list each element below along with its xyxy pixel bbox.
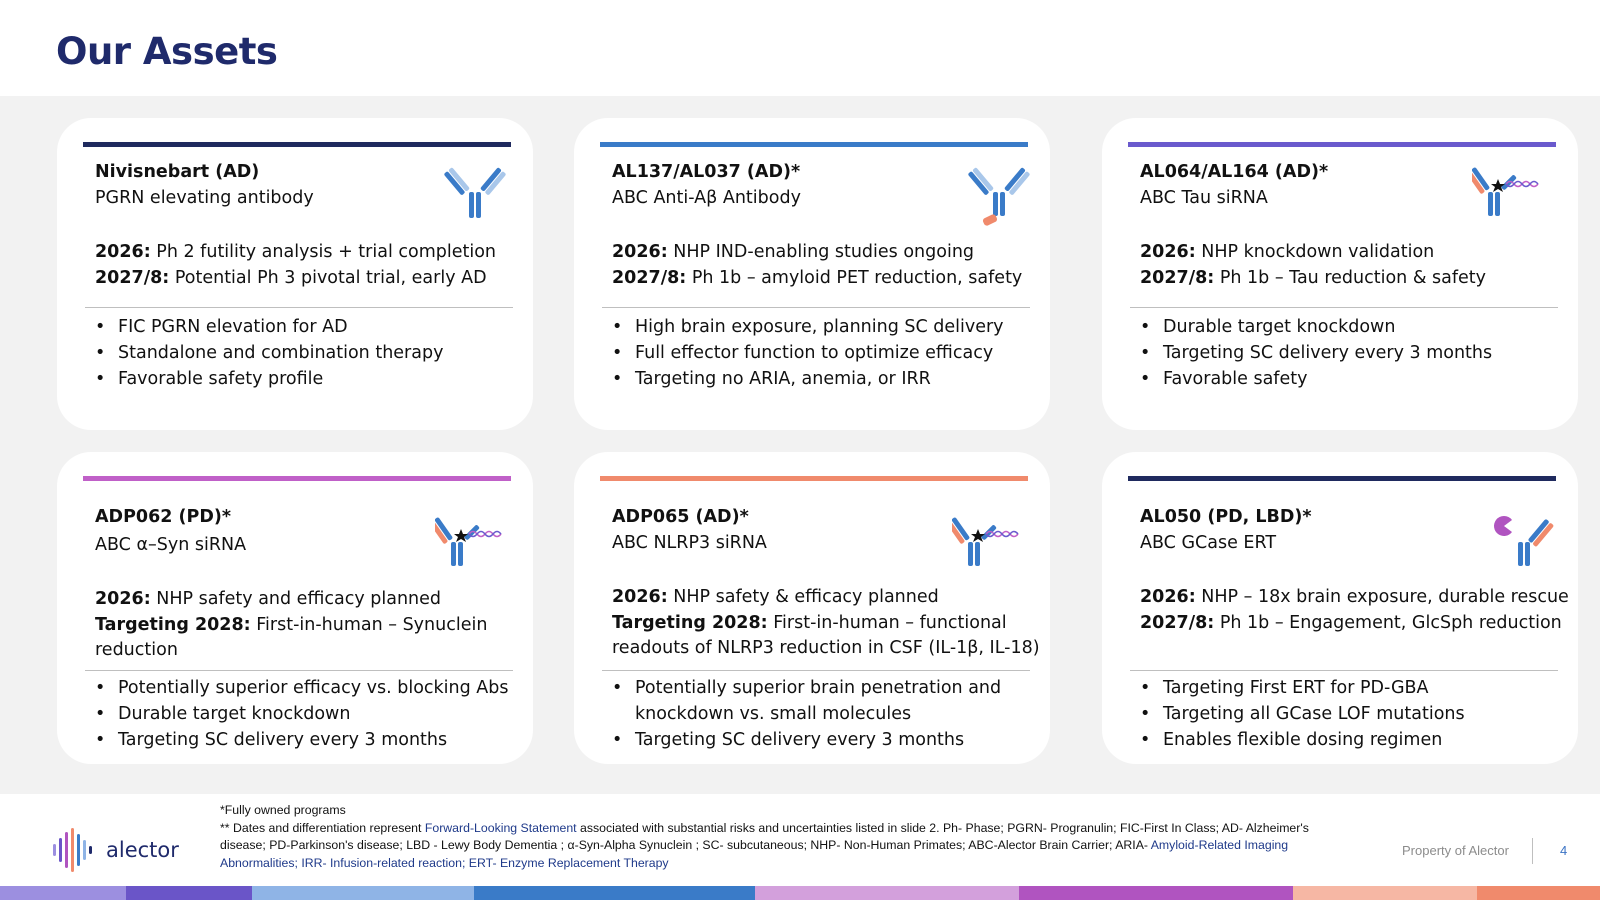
milestone-2026: 2026: NHP knockdown validation [1140,242,1435,262]
page-number: 4 [1560,843,1568,858]
asset-card-adp062 [57,452,533,764]
asset-description: ABC GCase ERT [1140,533,1277,553]
asset-name: AL064/AL164 (AD)* [1140,162,1329,182]
asset-description: ABC NLRP3 siRNA [612,533,767,553]
color-band [0,886,1600,900]
milestone-2026: 2026: Ph 2 futility analysis + trial completion [95,242,497,262]
differentiation-list [1140,675,1570,753]
card-divider [602,307,1030,308]
footnotes [220,802,1330,872]
logo-text: alector [106,838,179,862]
asset-name: ADP065 (AD)* [612,507,749,527]
asset-name: ADP062 (PD)* [95,507,232,527]
color-band-segment [0,886,126,900]
card-accent-bar [83,142,511,147]
forward-looking-link[interactable]: Forward-Looking Statement [424,820,577,835]
list-item: • Durable target knockdown [95,701,525,727]
antibody-icon [435,158,515,228]
color-band-segment [1477,886,1600,900]
differentiation-list [612,675,1010,753]
page-title: Our Assets [56,30,278,73]
list-item: • Targeting SC delivery every 3 months [1140,340,1570,366]
card-divider [602,670,1030,671]
milestones [1140,240,1568,291]
list-item: • Targeting all GCase LOF mutations [1140,701,1570,727]
differentiation-list [95,675,525,753]
asset-description: ABC Tau siRNA [1140,188,1268,208]
enzyme-antibody-icon [1482,508,1562,578]
asset-name: AL137/AL037 (AD)* [612,162,801,182]
asset-card-nivisnebart [57,118,533,430]
asset-card-al050 [1102,452,1578,764]
list-item: • Targeting SC delivery every 3 months [612,727,1010,753]
color-band-segment [126,886,252,900]
asset-card-adp065 [574,452,1050,764]
list-item: • Enables flexible dosing regimen [1140,727,1570,753]
list-item: • Durable target knockdown [1140,314,1570,340]
list-item: • Targeting SC delivery every 3 months [95,727,525,753]
asset-name: Nivisnebart (AD) [95,162,260,182]
asset-description: PGRN elevating antibody [95,188,314,208]
sirna-conjugate-icon [952,508,1032,578]
asset-card-al064 [1102,118,1578,430]
milestone-2027: 2027/8: Ph 1b – amyloid PET reduction, safety [612,267,1023,288]
alector-logo [52,828,179,872]
differentiation-list [612,314,1042,392]
color-band-segment [252,886,474,900]
list-item: • Favorable safety [1140,366,1570,392]
footnote-definitions: ** Dates and differentiation represent Forward-Looking Statement associated with substantial risks and uncertainties listed in slide 2. Ph- Phase; PGRN- Progranulin; FIC-First In Class; AD- Alzheimer's disease; PD-Parkinson's disease; LBD - Lewy Body Dementia ; α-Syn-Alpha Synuclein ; SC- subcutaneous; NHP- Non-Human Primates; ABC-Alector Brain Carrier; ARIA- Amyloid-Related Imaging Abnormalities; IRR- Infusion-related reaction; ERT- Enzyme Replacement Therapy [220,820,1309,870]
card-accent-bar [1128,476,1556,481]
color-band-segment [1019,886,1293,900]
card-divider [85,670,513,671]
card-divider [1130,307,1558,308]
milestones [95,587,513,664]
milestone-2027: 2027/8: Ph 1b – Tau reduction & safety [1140,267,1487,288]
list-item: • FIC PGRN elevation for AD [95,314,525,340]
list-item: • Favorable safety profile [95,366,525,392]
milestones [612,240,1040,291]
differentiation-list [95,314,525,392]
card-divider [85,307,513,308]
milestone-2026: 2026: NHP safety & efficacy planned [612,587,939,607]
asset-description: ABC α–Syn siRNA [95,535,247,555]
asset-card-al137 [574,118,1050,430]
card-accent-bar [600,476,1028,481]
list-item: • Full effector function to optimize efficacy [612,340,1042,366]
milestones [1140,585,1578,636]
card-accent-bar [83,476,511,481]
color-band-segment [474,886,755,900]
property-label: Property of Alector [1402,843,1509,858]
milestone-2026: 2026: NHP safety and efficacy planned [95,589,442,609]
milestones [612,585,1050,662]
list-item: • Targeting no ARIA, anemia, or IRR [612,366,1042,392]
milestone-2027: 2027/8: Ph 1b – Engagement, GlcSph reduction [1140,612,1562,633]
list-item: • Potentially superior brain penetration and knockdown vs. small molecules [612,675,1010,727]
sirna-conjugate-icon [435,508,515,578]
list-item: • Targeting First ERT for PD-GBA [1140,675,1570,701]
footnote-owned: *Fully owned programs [220,803,346,817]
milestones [95,240,523,291]
footer-divider [1532,838,1533,864]
milestone-2027: 2027/8: Potential Ph 3 pivotal trial, early AD [95,267,487,288]
card-accent-bar [600,142,1028,147]
list-item: • Standalone and combination therapy [95,340,525,366]
brain-carrier-antibody-icon [959,158,1039,228]
milestone-2028: Targeting 2028: First-in-human – functional readouts of NLRP3 reduction in CSF (IL-1β, IL-18) [612,612,1040,658]
milestone-2028: Targeting 2028: First-in-human – Synuclein reduction [95,614,488,660]
asset-name: AL050 (PD, LBD)* [1140,507,1312,527]
sirna-conjugate-icon [1472,158,1552,228]
milestone-2026: 2026: NHP – 18x brain exposure, durable rescue [1140,587,1569,607]
card-accent-bar [1128,142,1556,147]
milestone-2026: 2026: NHP IND-enabling studies ongoing [612,242,975,262]
card-divider [1130,670,1558,671]
list-item: • High brain exposure, planning SC delivery [612,314,1042,340]
color-band-segment [755,886,1019,900]
differentiation-list [1140,314,1570,392]
list-item: • Potentially superior efficacy vs. blocking Abs [95,675,525,701]
asset-description: ABC Anti-Aβ Antibody [612,188,801,208]
color-band-segment [1293,886,1477,900]
logo-mark-icon [52,828,98,872]
